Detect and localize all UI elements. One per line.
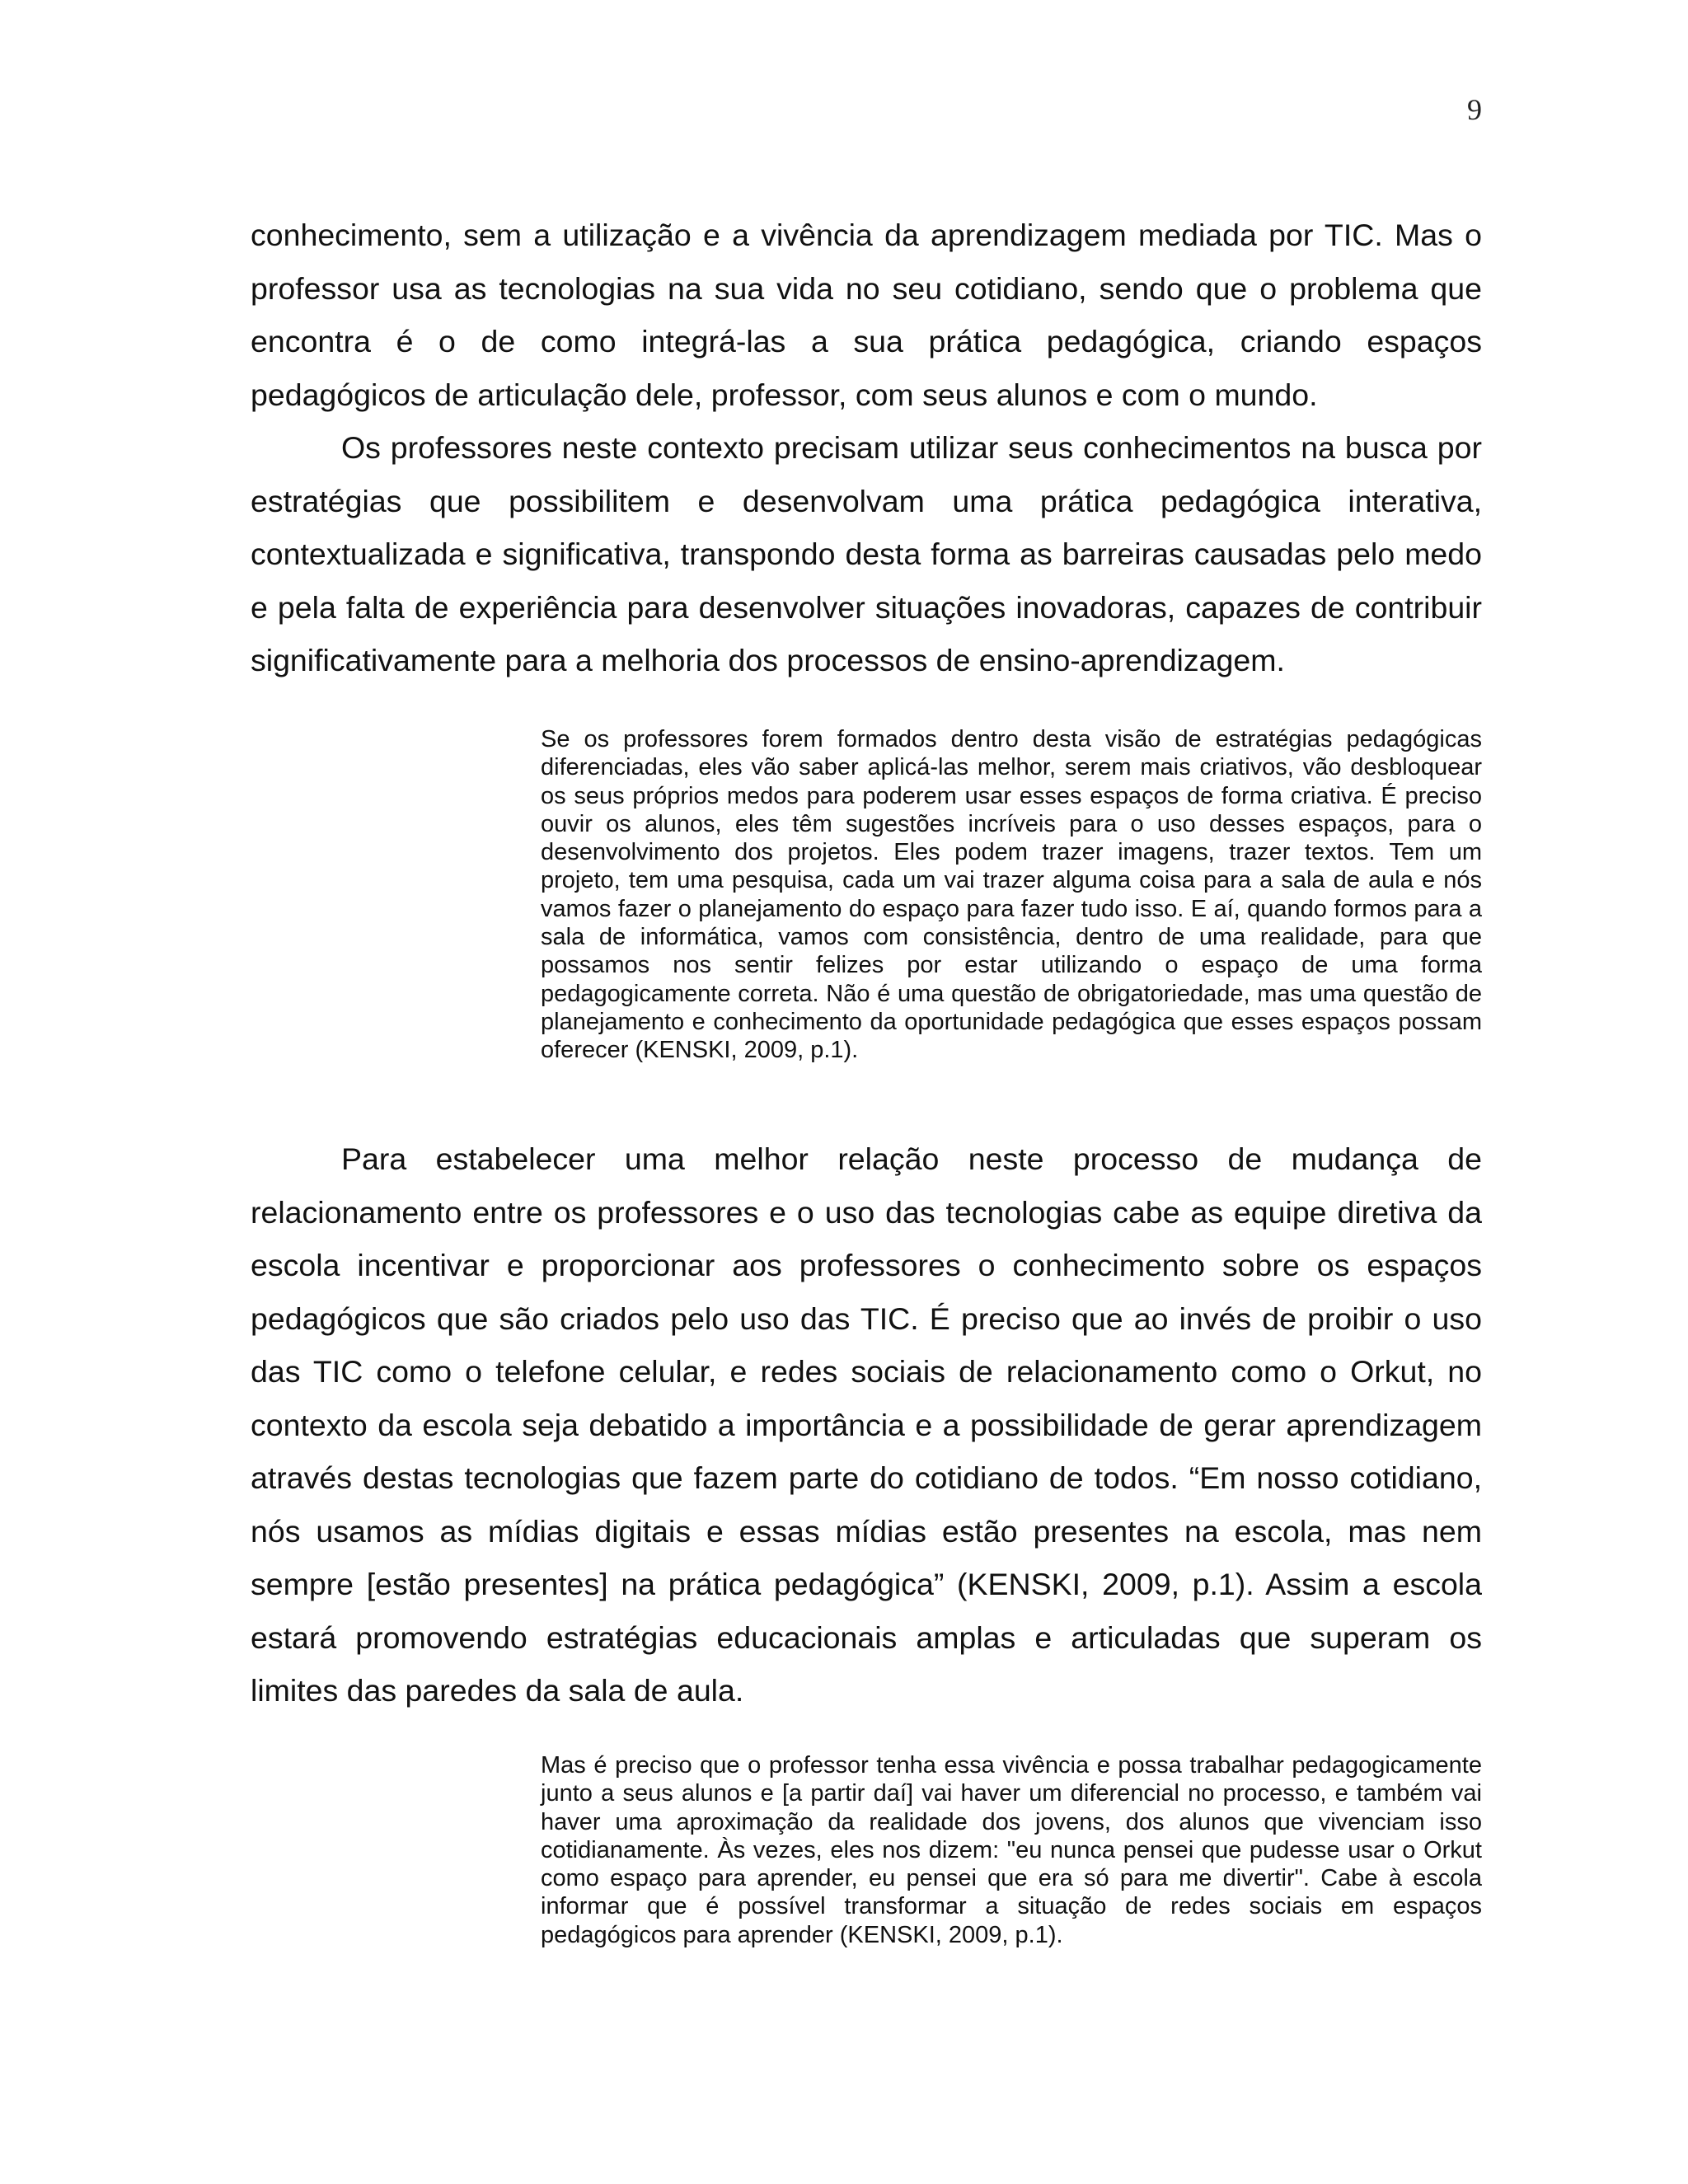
body-paragraph: conhecimento, sem a utilização e a vivência da aprendizagem mediada por TIC. Mas o professor usa as tecnologias na sua vida no seu cotidiano, sendo que o problema que encontra é o de como integrá-las a sua prática pedagógica, criando espaços pedagógicos de articulação dele, professor, com seus alunos e com o mundo. (251, 218, 1482, 412)
block-quote: Se os professores forem formados dentro desta visão de estratégias pedagógicas diferenciadas, eles vão saber aplicá-las melhor, serem mais criativos, vão desbloquear os seus próprios medos para poderem usar esses espaços de forma criativa. É preciso ouvir os alunos, eles têm sugestões incríveis para o uso desses espaços, para o desenvolvimento dos projetos. Eles podem trazer imagens, trazer textos. Tem um projeto, tem uma pesquisa, cada um vai trazer alguma coisa para a sala de aula e nós vamos fazer o planejamento do espaço para fazer tudo isso. E aí, quando formos para a sala de informática, vamos com consistência, dentro de uma realidade, para que possamos nos sentir felizes por estar utilizando o espaço de uma forma pedagogicamente correta. Não é uma questão de obrigatoriedade, mas uma questão de planejamento e conhecimento da oportunidade pedagógica que esses espaços possam oferecer (KENSKI, 2009, p.1). (541, 726, 1482, 1064)
block-quote: Mas é preciso que o professor tenha essa vivência e possa trabalhar pedagogicamente junto a seus alunos e [a partir daí] vai haver um diferencial no processo, e também vai haver uma aproximação da realidade dos jovens, dos alunos que vivenciam isso cotidianamente. Às vezes, eles nos dizem: "eu nunca pensei que pudesse usar o Orkut como espaço para aprender, eu pensei que era só para me divertir". Cabe à escola informar que é possível transformar a situação de redes sociais em espaços pedagógicos para aprender (KENSKI, 2009, p.1). (541, 1752, 1482, 1948)
body-paragraph: Os professores neste contexto precisam utilizar seus conhecimentos na busca por estratégias que possibilitem e desenvolvam uma prática pedagógica interativa, contextualizada e significativa, transpondo desta forma as barreiras causadas pelo medo e pela falta de experiência para desenvolver situações inovadoras, capazes de contribuir significativamente para a melhoria dos processos de ensino-aprendizagem. (251, 430, 1482, 677)
page-number: 9 (1467, 93, 1482, 126)
body-paragraph: Para estabelecer uma melhor relação neste processo de mudança de relacionamento entre os professores e o uso das tecnologias cabe as equipe diretiva da escola incentivar e proporcionar aos professores o conhecimento sobre os espaços pedagógicos que são criados pelo uso das TIC. É preciso que ao invés de proibir o uso das TIC como o telefone celular, e redes sociais de relacionamento como o Orkut, no contexto da escola seja debatido a importância e a possibilidade de gerar aprendizagem através destas tecnologias que fazem parte do cotidiano de todos. “Em nosso cotidiano, nós usamos as mídias digitais e essas mídias estão presentes na escola, mas nem sempre [estão presentes] na prática pedagógica” (KENSKI, 2009, p.1). Assim a escola estará promovendo estratégias educacionais amplas e articuladas que superam os limites das paredes da sala de aula. (251, 1141, 1482, 1708)
